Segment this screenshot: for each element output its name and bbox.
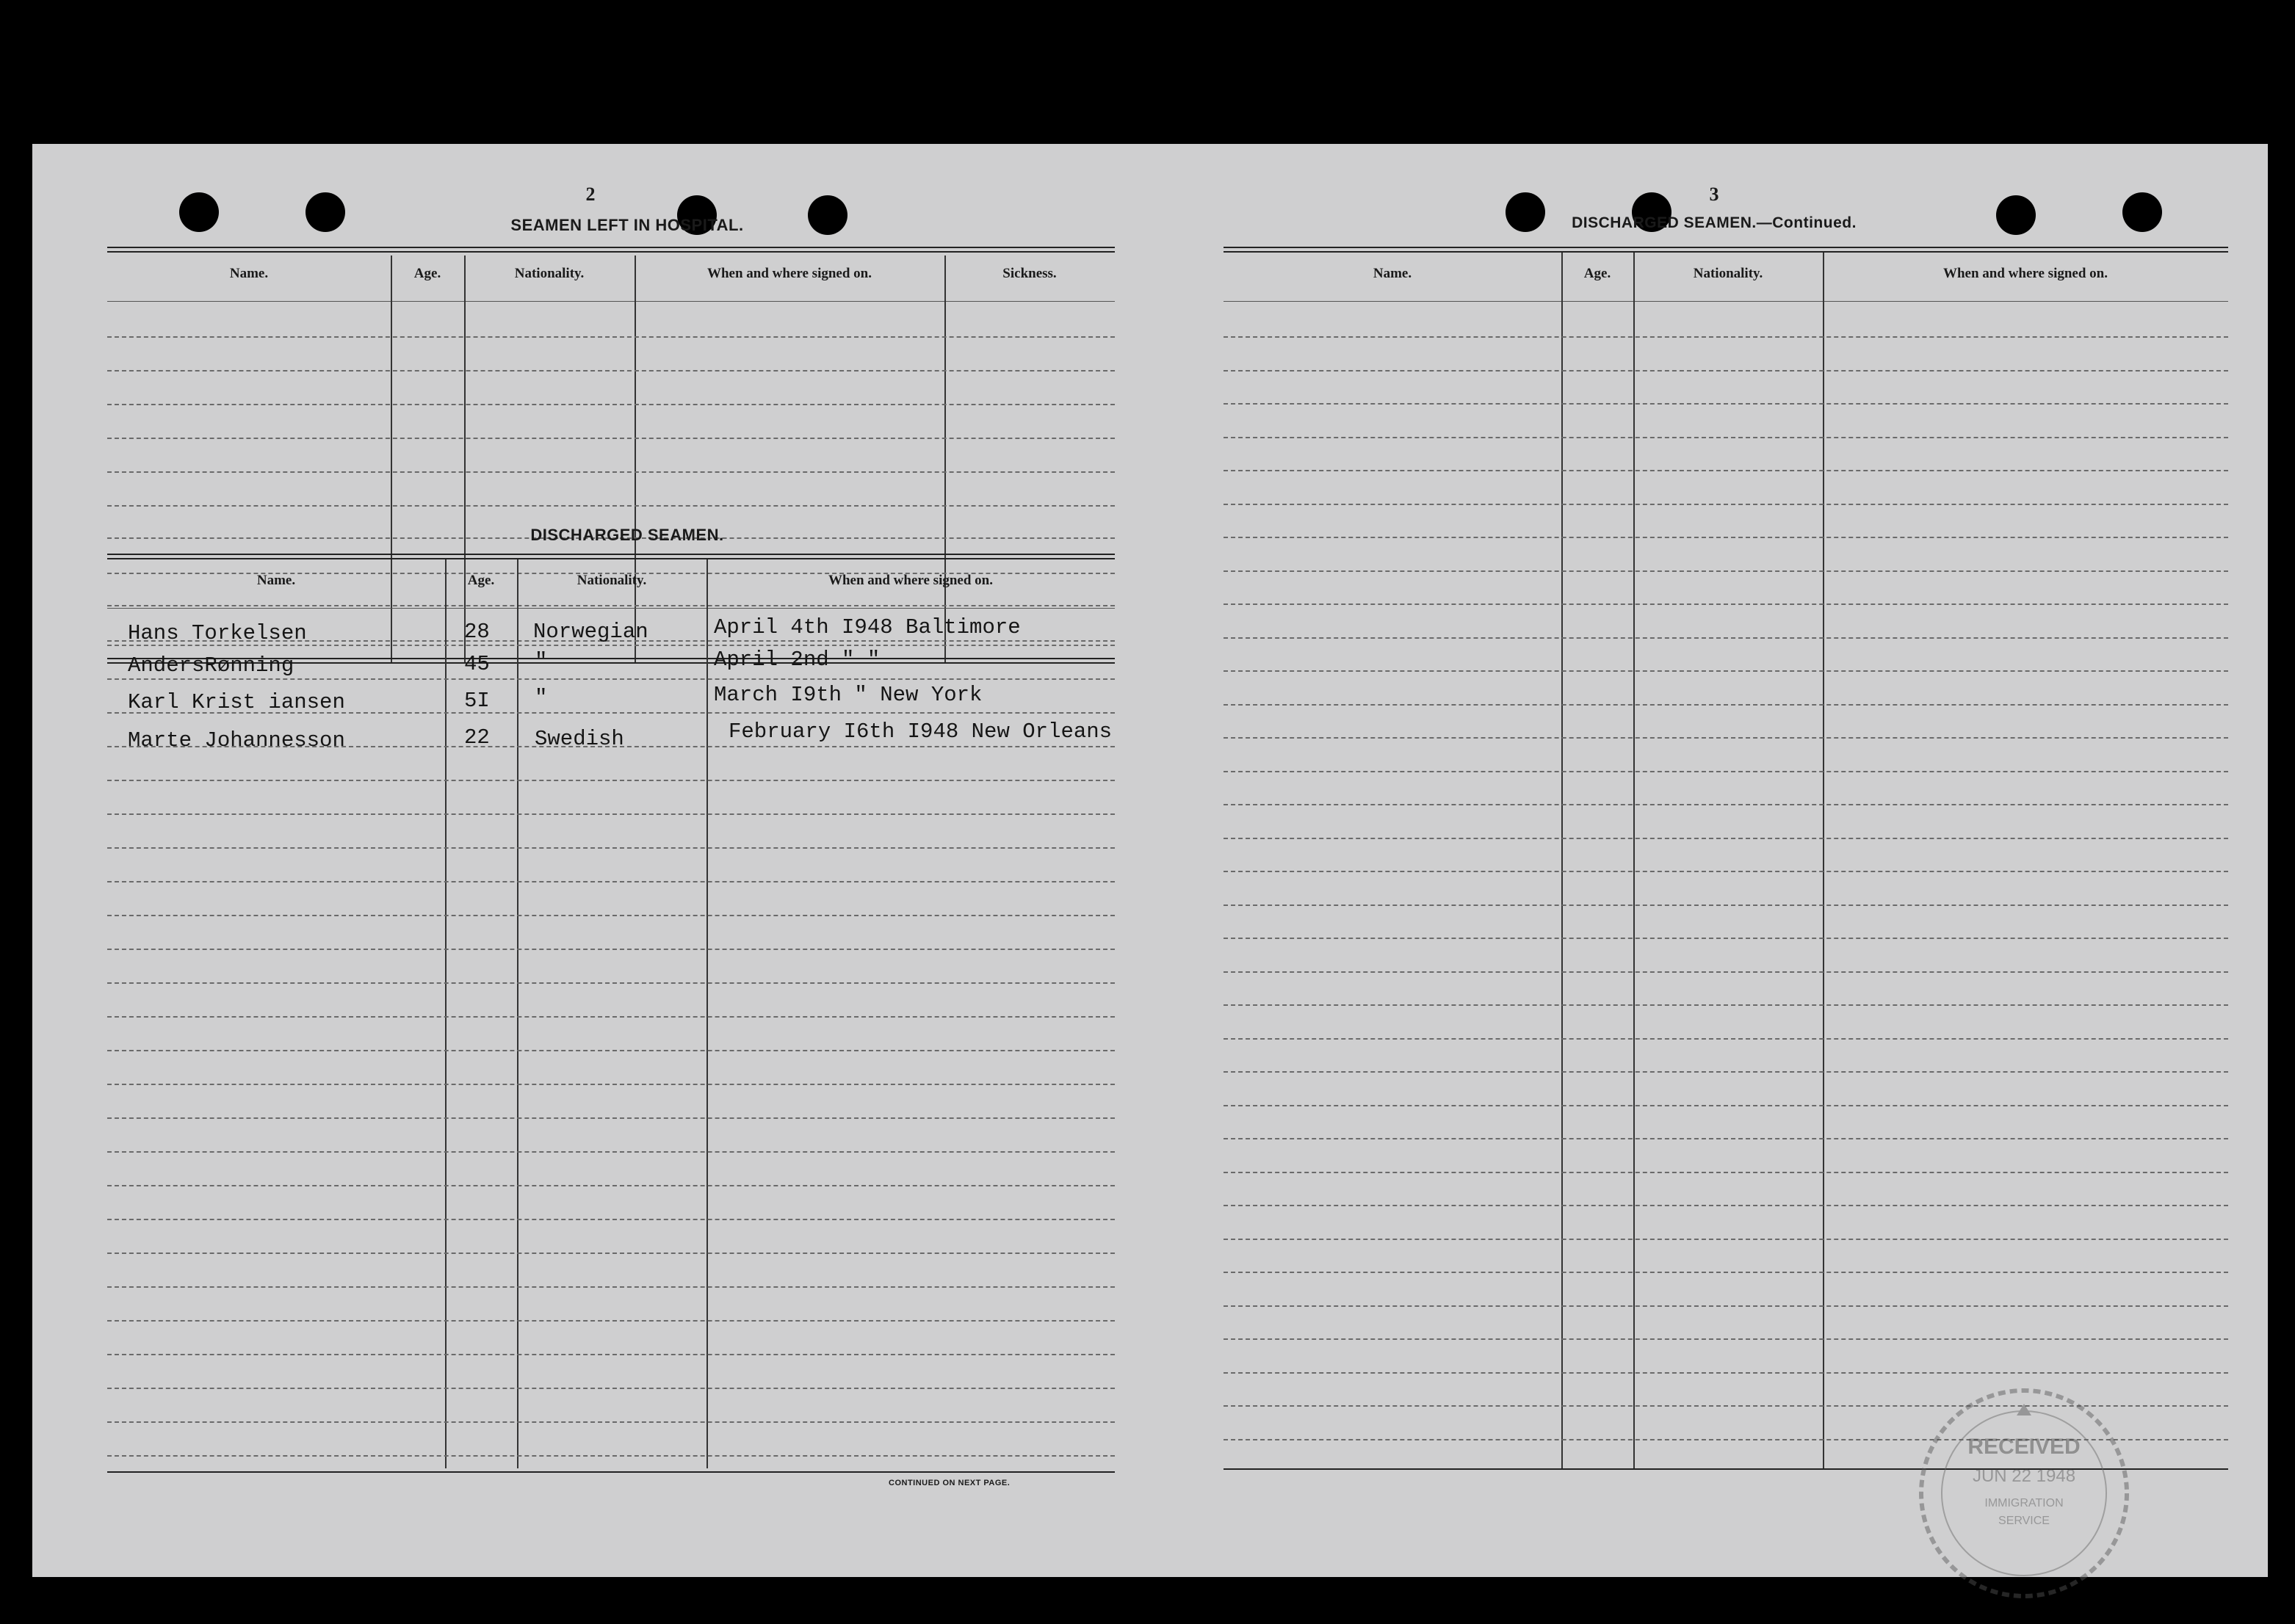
punch-hole <box>1996 195 2036 235</box>
ruled-line <box>107 1016 1115 1018</box>
hospital-col-sickness: Sickness. <box>1002 266 1057 281</box>
punch-hole <box>179 192 219 232</box>
discharged-age-2: 45 <box>464 652 490 676</box>
hospital-col-age: Age. <box>413 266 441 281</box>
hospital-row-line <box>107 370 1115 371</box>
stamp-line-1: RECEIVED <box>1967 1435 2081 1459</box>
hospital-col-signed-on: When and where signed on. <box>706 266 872 281</box>
ruled-line <box>107 1354 1115 1355</box>
discharged-header-rule <box>107 608 1115 609</box>
discharged-col-nationality: Nationality. <box>577 573 647 588</box>
discharged-col-name: Name. <box>256 573 296 588</box>
hospital-col-divider <box>391 255 392 662</box>
ruled-line <box>1224 1372 2228 1374</box>
ruled-line <box>107 1185 1115 1186</box>
right-header-rule <box>1224 301 2228 302</box>
ruled-line <box>107 847 1115 849</box>
stamp-line-2: JUN 22 1948 <box>1972 1466 2076 1486</box>
ruled-line <box>1224 1272 2228 1273</box>
hospital-top-rule <box>107 247 1115 253</box>
hospital-section-title: SEAMEN LEFT IN HOSPITAL. <box>510 216 744 234</box>
continued-note: CONTINUED ON NEXT PAGE. <box>889 1479 1011 1487</box>
ruled-line <box>107 1253 1115 1254</box>
hospital-col-divider <box>464 255 466 662</box>
ruled-line <box>1224 1071 2228 1073</box>
ruled-line <box>1224 905 2228 906</box>
hospital-row-line <box>107 471 1115 473</box>
right-col-divider <box>1823 253 1824 1468</box>
discharged-section-title: DISCHARGED SEAMEN. <box>530 526 724 544</box>
ruled-line <box>107 1050 1115 1051</box>
ruled-line <box>1224 570 2228 572</box>
ruled-line <box>107 678 1115 680</box>
discharged-name-2: AndersRønning <box>128 653 294 678</box>
discharged-signed-on-3: March I9th " New York <box>714 683 983 707</box>
ruled-line <box>1224 871 2228 872</box>
right-col-name: Name. <box>1373 266 1412 281</box>
ruled-line <box>1224 470 2228 471</box>
ruled-line <box>107 1388 1115 1389</box>
hospital-col-name: Name. <box>229 266 269 281</box>
ruled-line <box>1224 403 2228 405</box>
right-page-title: DISCHARGED SEAMEN.—Continued. <box>1572 214 1857 231</box>
ruled-line <box>1224 704 2228 706</box>
discharged-col-age: Age. <box>467 573 495 588</box>
ruled-line <box>107 1320 1115 1322</box>
ruled-line <box>107 1455 1115 1457</box>
hospital-col-nationality: Nationality. <box>514 266 585 281</box>
ruled-line <box>107 813 1115 815</box>
punch-hole <box>2122 192 2162 232</box>
ruled-line <box>107 949 1115 950</box>
discharged-title-rule <box>107 554 1115 559</box>
ruled-line <box>1224 603 2228 605</box>
punch-hole <box>306 192 345 232</box>
ruled-line <box>1224 971 2228 973</box>
discharged-col-divider <box>517 559 518 1468</box>
ruled-line <box>1224 637 2228 639</box>
discharged-col-divider <box>706 559 708 1468</box>
ruled-line <box>1224 1305 2228 1307</box>
right-col-divider <box>1561 253 1563 1468</box>
left-bottom-rule <box>107 1471 1115 1473</box>
hospital-row-line <box>107 505 1115 507</box>
discharged-age-3: 5I <box>464 689 490 713</box>
ruled-line <box>107 1117 1115 1119</box>
discharged-age-1: 28 <box>464 620 490 644</box>
discharged-name-1: Hans Torkelsen <box>128 621 307 645</box>
ruled-line <box>107 780 1115 781</box>
ruled-line <box>1224 771 2228 772</box>
ruled-line <box>1224 1239 2228 1240</box>
hospital-col-divider <box>944 255 946 662</box>
ruled-line <box>1224 737 2228 739</box>
discharged-nationality-4: Swedish <box>535 727 624 751</box>
discharged-nationality-3: " <box>535 686 548 710</box>
hospital-row-line <box>107 336 1115 338</box>
ruled-line <box>1224 504 2228 505</box>
hospital-col-divider <box>635 255 636 662</box>
right-col-age: Age. <box>1583 266 1611 281</box>
ruled-line <box>107 982 1115 984</box>
ruled-line <box>107 915 1115 916</box>
discharged-nationality-2: " <box>535 649 548 673</box>
hospital-row-line <box>107 404 1115 405</box>
ruled-line <box>1224 1105 2228 1106</box>
ruled-line <box>1224 670 2228 672</box>
page-number-left: 2 <box>585 184 596 205</box>
ruled-line <box>1224 1205 2228 1206</box>
ruled-line <box>1224 1172 2228 1173</box>
ruled-line <box>1224 1038 2228 1040</box>
discharged-name-4: Marte Johannesson <box>128 728 345 753</box>
ruled-line <box>1224 336 2228 338</box>
ruled-line <box>107 1084 1115 1085</box>
ruled-line <box>1224 537 2228 538</box>
ruled-line <box>1224 437 2228 438</box>
ruled-line <box>107 1421 1115 1423</box>
discharged-name-3: Karl Krist iansen <box>128 690 345 714</box>
right-top-rule <box>1224 247 2228 253</box>
stamp-line-4: SERVICE <box>1998 1515 2050 1527</box>
ruled-line <box>107 1219 1115 1220</box>
discharged-nationality-1: Norwegian <box>533 620 648 644</box>
document-sheet <box>32 144 2268 1577</box>
received-stamp <box>1907 1383 2142 1603</box>
ruled-line <box>1224 1338 2228 1340</box>
ruled-line <box>1224 838 2228 839</box>
right-col-signed-on: When and where signed on. <box>1942 266 2108 281</box>
ruled-line <box>1224 370 2228 371</box>
hospital-row-line <box>107 605 1115 606</box>
ruled-line <box>1224 1138 2228 1139</box>
discharged-signed-on-1: April 4th I948 Baltimore <box>714 615 1021 639</box>
ruled-line <box>107 1151 1115 1153</box>
discharged-age-4: 22 <box>464 725 490 750</box>
ruled-line <box>107 1286 1115 1288</box>
hospital-header-rule <box>107 301 1115 302</box>
ruled-line <box>1224 804 2228 805</box>
discharged-col-signed-on: When and where signed on. <box>828 573 993 588</box>
stamp-line-3: IMMIGRATION <box>1984 1497 2064 1509</box>
page-number-right: 3 <box>1709 184 1719 205</box>
ruled-line <box>1224 938 2228 939</box>
ruled-line <box>107 881 1115 882</box>
ruled-line <box>1224 1004 2228 1006</box>
hospital-row-line <box>107 438 1115 439</box>
discharged-col-divider <box>445 559 447 1468</box>
right-col-divider <box>1633 253 1635 1468</box>
discharged-signed-on-2: April 2nd " " <box>714 648 881 672</box>
discharged-signed-on-4: February I6th I948 New Orleans <box>729 719 1113 744</box>
right-col-nationality: Nationality. <box>1693 266 1763 281</box>
